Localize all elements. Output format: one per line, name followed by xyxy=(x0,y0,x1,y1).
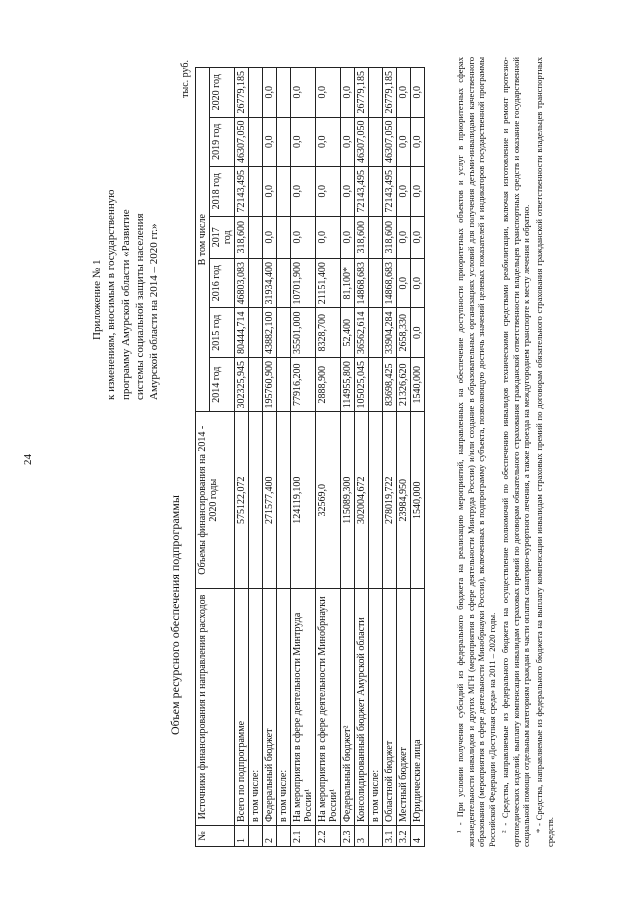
row-year-value: 0,0 xyxy=(397,216,411,258)
row-year-value xyxy=(369,68,383,118)
row-year-value: 46307,050 xyxy=(235,117,249,167)
row-year-value: 0,0 xyxy=(263,216,277,258)
row-year-value xyxy=(369,216,383,258)
row-year-value xyxy=(277,258,291,308)
row-year-value: 33904,284 xyxy=(383,308,397,358)
appendix-line: системы социальной защиты населения xyxy=(133,213,146,400)
header-year: 2019 год xyxy=(210,117,235,167)
row-year-value: 0,0 xyxy=(341,117,355,167)
row-year-value: 0,0 xyxy=(263,167,277,217)
appendix-line: Приложение № 1 xyxy=(91,259,103,340)
row-year-value xyxy=(369,357,383,412)
row-year-value: 21326,620 xyxy=(397,357,411,412)
row-name: На мероприятия в сфере деятельности Минтруда России¹ xyxy=(291,589,316,826)
table-row xyxy=(411,68,425,847)
table-row xyxy=(263,68,277,847)
row-name: Консолидированный бюджет Амурской области xyxy=(355,589,369,826)
row-year-value: 26779,185 xyxy=(383,68,397,118)
row-total: 124119,100 xyxy=(291,412,316,589)
footnote: ¹ - При условии получения субсидий из федерального бюджета на реализацию мероприятий, направленных на обеспечение доступности приоритетных объектов и услуг в приоритетных сферах жизнедеятельности инвалидов и других МГН (мероприятия в сфере деятельности Минтруда России) и/или создание в образовательных организациях условий для получения детьми-инвалидами качественного образования (мероприятия в сфере деятельности Минобрнауки России), включенных в подпрограмму субъекта, позволяющую достичь значений целевых показателей и индикаторов государственной программы Российской Федерации «Доступная среда» на 2011 – 2020 годы. xyxy=(455,57,498,847)
page-number: 24 xyxy=(22,454,34,465)
row-year-value: 0,0 xyxy=(411,258,425,308)
table-row xyxy=(383,68,397,847)
row-year-value xyxy=(277,167,291,217)
header-year: 2018 год xyxy=(210,167,235,217)
row-year-value: 46803,083 xyxy=(235,258,249,308)
row-year-value: 0,0 xyxy=(316,216,341,258)
row-year-value: 10701,900 xyxy=(291,258,316,308)
row-year-value: 0,0 xyxy=(411,68,425,118)
row-year-value xyxy=(249,258,263,308)
row-index: 1 xyxy=(235,826,249,847)
row-year-value: 0,0 xyxy=(291,167,316,217)
row-year-value: 72143,495 xyxy=(355,167,369,217)
header-year: 2020 год xyxy=(210,68,235,118)
row-year-value: 83698,425 xyxy=(383,357,397,412)
row-year-value: 2658,330 xyxy=(397,308,411,358)
row-year-value xyxy=(369,117,383,167)
row-year-value xyxy=(277,357,291,412)
row-year-value: 0,0 xyxy=(316,117,341,167)
row-year-value: 2888,900 xyxy=(316,357,341,412)
row-index: 2.2 xyxy=(316,826,341,847)
row-total: 32569,0 xyxy=(316,412,341,589)
row-year-value xyxy=(249,357,263,412)
header-year: 2014 год xyxy=(210,357,235,412)
row-year-value: 302325,945 xyxy=(235,357,249,412)
row-year-value xyxy=(277,216,291,258)
table-row xyxy=(316,68,341,847)
unit-label: тыс. руб. xyxy=(180,60,191,98)
row-year-value xyxy=(369,167,383,217)
row-year-value: 35501,000 xyxy=(291,308,316,358)
row-year-value: 0,0 xyxy=(291,216,316,258)
row-year-value xyxy=(249,216,263,258)
row-name: Областной бюджет xyxy=(383,589,397,826)
row-name: Федеральный бюджет xyxy=(263,589,277,826)
row-total xyxy=(249,412,263,589)
row-index: 2.1 xyxy=(291,826,316,847)
row-year-value xyxy=(249,167,263,217)
row-year-value: 105025,045 xyxy=(355,357,369,412)
table-row xyxy=(369,68,383,847)
row-year-value: 72143,495 xyxy=(235,167,249,217)
header-incl: В том числе xyxy=(196,68,210,412)
table-row xyxy=(249,68,263,847)
row-year-value: 0,0 xyxy=(411,167,425,217)
row-index xyxy=(369,826,383,847)
table-row xyxy=(341,68,355,847)
funding-table xyxy=(195,67,425,847)
row-index: 3.1 xyxy=(383,826,397,847)
appendix-line: программу Амурской области «Развитие xyxy=(119,209,132,400)
table-row xyxy=(355,68,369,847)
row-year-value xyxy=(249,117,263,167)
row-name: в том числе: xyxy=(277,589,291,826)
header-year: 2016 год xyxy=(210,258,235,308)
table-title: Объем ресурсного обеспечения подпрограммы xyxy=(168,495,182,735)
row-year-value: 31934,400 xyxy=(263,258,277,308)
row-year-value: 0,0 xyxy=(316,167,341,217)
row-index: 4 xyxy=(411,826,425,847)
row-year-value: 0,0 xyxy=(411,117,425,167)
row-name: На мероприятия в сфере деятельности Минобрнауки России¹ xyxy=(316,589,341,826)
row-total xyxy=(369,412,383,589)
row-name: Всего по подпрограмме xyxy=(235,589,249,826)
row-year-value: 1540,000 xyxy=(411,357,425,412)
row-year-value: 0,0 xyxy=(263,117,277,167)
row-year-value xyxy=(249,68,263,118)
row-year-value: 0,0 xyxy=(397,68,411,118)
row-index xyxy=(249,826,263,847)
appendix-header xyxy=(90,70,161,400)
row-year-value: 26779,185 xyxy=(355,68,369,118)
row-year-value: 46307,050 xyxy=(355,117,369,167)
row-total: 1540,000 xyxy=(411,412,425,589)
row-year-value xyxy=(277,308,291,358)
row-total: 302004,672 xyxy=(355,412,369,589)
table-row xyxy=(291,68,316,847)
row-total: 278019,722 xyxy=(383,412,397,589)
row-index: 3.2 xyxy=(397,826,411,847)
table-row xyxy=(397,68,411,847)
row-name: в том числе: xyxy=(369,589,383,826)
row-year-value: 0,0 xyxy=(397,258,411,308)
table-row xyxy=(235,68,249,847)
row-total: 575122,072 xyxy=(235,412,249,589)
row-name: Федеральный бюджет² xyxy=(341,589,355,826)
row-year-value: 43882,100 xyxy=(263,308,277,358)
row-year-value: 0,0 xyxy=(341,68,355,118)
row-year-value: 77916,200 xyxy=(291,357,316,412)
row-name: Местный бюджет xyxy=(397,589,411,826)
row-year-value: 14868,683 xyxy=(355,258,369,308)
row-name: в том числе: xyxy=(249,589,263,826)
row-index: 2.3 xyxy=(341,826,355,847)
row-total xyxy=(277,412,291,589)
table-body xyxy=(235,68,425,847)
header-year: 2015 год xyxy=(210,308,235,358)
row-year-value: 0,0 xyxy=(397,117,411,167)
header-year: 2017 год xyxy=(210,216,235,258)
row-index: 2 xyxy=(263,826,277,847)
row-total: 271577,400 xyxy=(263,412,277,589)
row-total: 115089,300 xyxy=(341,412,355,589)
row-year-value: 0,0 xyxy=(341,216,355,258)
appendix-line: Амурской области на 2014 – 2020 гг.» xyxy=(148,223,161,400)
row-year-value: 21151,400 xyxy=(316,258,341,308)
row-year-value xyxy=(277,117,291,167)
header-name: Источники финансирования и направления расходов xyxy=(196,589,235,826)
row-year-value: 36562,614 xyxy=(355,308,369,358)
row-year-value: 318,600 xyxy=(383,216,397,258)
row-year-value xyxy=(369,308,383,358)
footnotes xyxy=(455,57,558,847)
row-year-value xyxy=(369,258,383,308)
header-total: Объемы финансирования на 2014 - 2020 годы xyxy=(196,412,235,589)
row-year-value: 26779,185 xyxy=(235,68,249,118)
table-row xyxy=(277,68,291,847)
row-year-value: 318,600 xyxy=(355,216,369,258)
row-year-value: 0,0 xyxy=(316,68,341,118)
footnote: * - Средства, направляемые из федерального бюджета на выплату компенсации инвалидам страховых премий по договорам обязательного страхования гражданской ответственности владельцев транспортных средств. xyxy=(534,57,555,847)
row-year-value: 0,0 xyxy=(291,117,316,167)
row-year-value: 0,0 xyxy=(411,308,425,358)
row-year-value: 46307,050 xyxy=(383,117,397,167)
row-year-value xyxy=(277,68,291,118)
row-year-value: 81,100* xyxy=(341,258,355,308)
row-year-value: 0,0 xyxy=(397,167,411,217)
row-index xyxy=(277,826,291,847)
row-year-value: 318,600 xyxy=(235,216,249,258)
row-year-value: 72143,495 xyxy=(383,167,397,217)
row-year-value: 114955,800 xyxy=(341,357,355,412)
row-year-value: 52,400 xyxy=(341,308,355,358)
row-year-value: 80444,714 xyxy=(235,308,249,358)
footnote: ² - Средства, направляемые из федерального бюджета на осуществление полномочий по обеспечению инвалидов техническими средствами реабилитации, включая изготовление и ремонт протезно-ортопедических изделий, выплату компенсации инвалидам страховых премий по договорам обязательного страхования гражданской ответственности владельцев транспортных средств и оказание государственной социальной помощи отдельным категориям граждан в части оплаты санаторно-курортного лечения, а также проезда на междугороднем транспорте к месту лечения и обратно. xyxy=(499,57,532,847)
row-year-value: 0,0 xyxy=(341,167,355,217)
header-num: № xyxy=(196,826,235,847)
row-name: Юридические лица xyxy=(411,589,425,826)
row-total: 23984,950 xyxy=(397,412,411,589)
row-year-value: 0,0 xyxy=(263,68,277,118)
row-year-value: 14868,683 xyxy=(383,258,397,308)
row-year-value: 195760,900 xyxy=(263,357,277,412)
row-index: 3 xyxy=(355,826,369,847)
row-year-value: 0,0 xyxy=(411,216,425,258)
appendix-line: к изменениям, вносимым в государственную xyxy=(105,189,118,400)
row-year-value: 8328,700 xyxy=(316,308,341,358)
row-year-value: 0,0 xyxy=(291,68,316,118)
row-year-value xyxy=(249,308,263,358)
